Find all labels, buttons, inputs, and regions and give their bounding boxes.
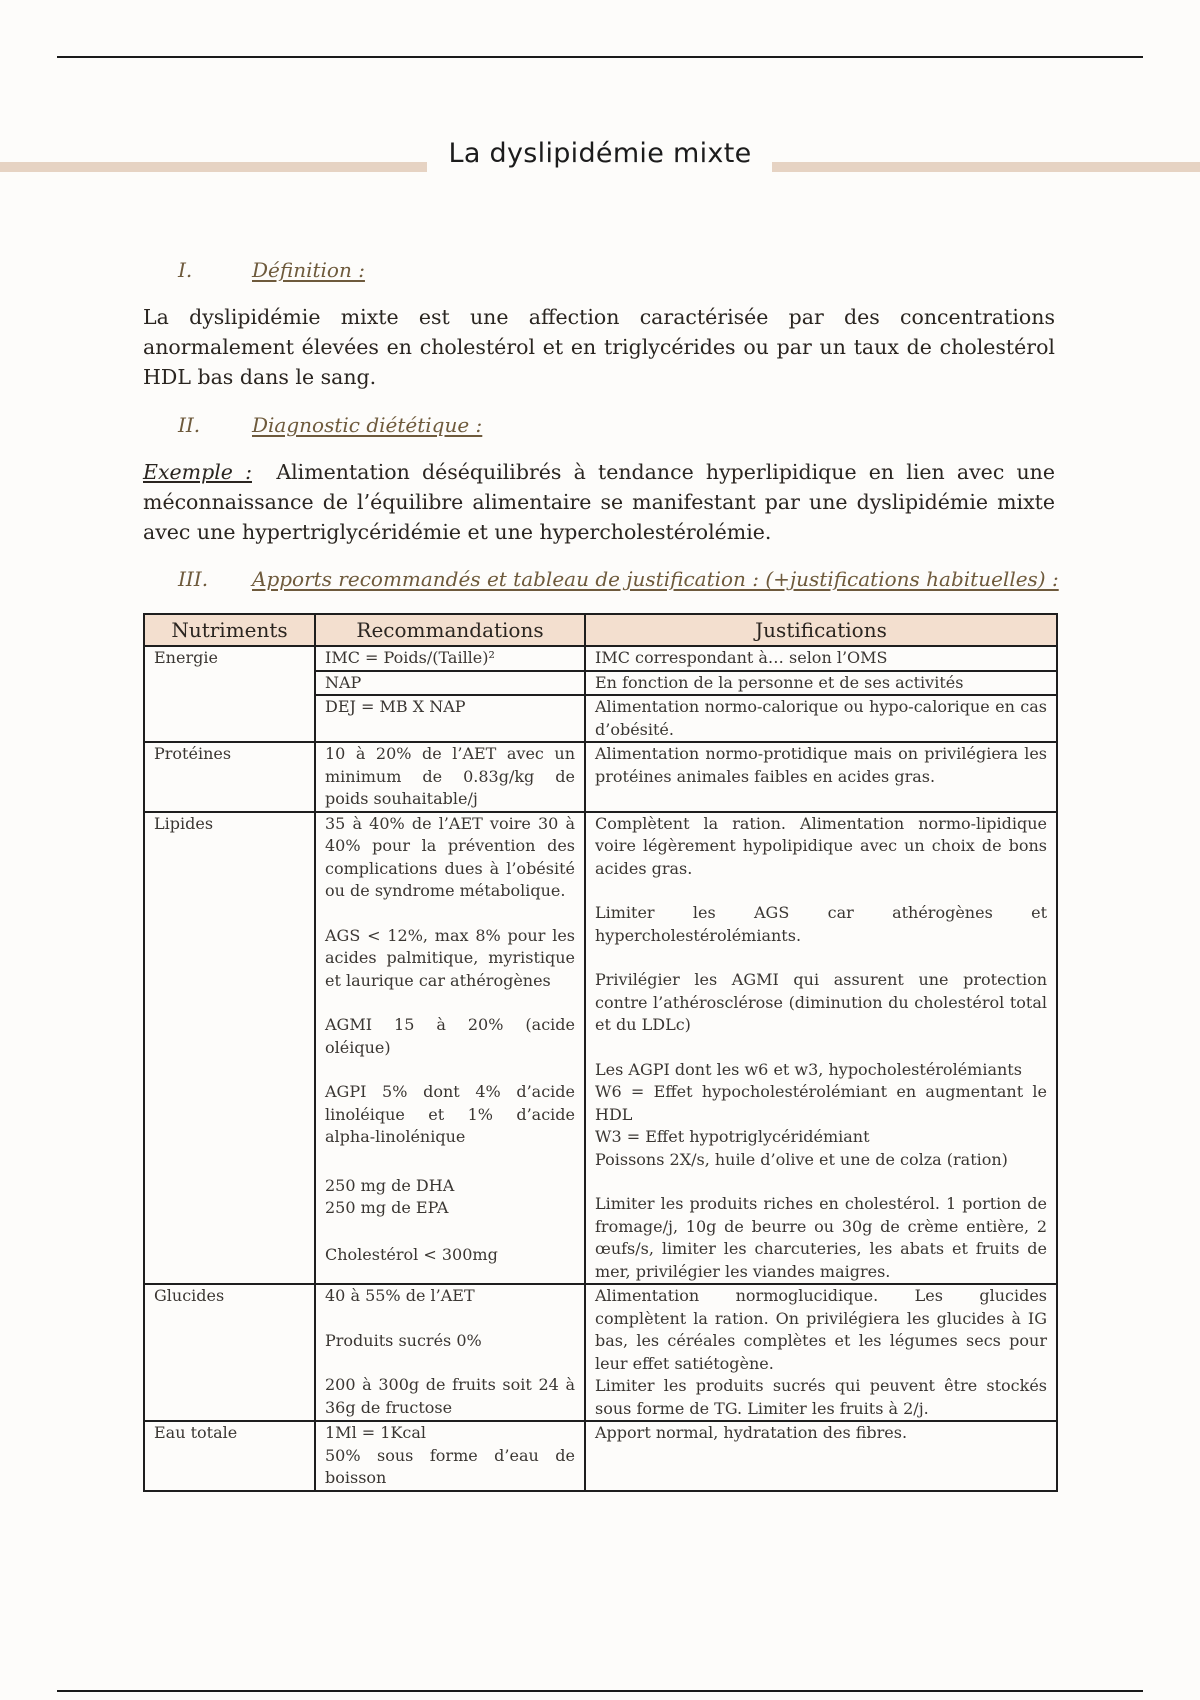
table-row [144, 646, 1057, 671]
header-nutriments: Nutriments [144, 614, 315, 646]
header-justifications: Justifications [585, 614, 1057, 646]
section-number: III. [178, 567, 209, 591]
title-decoration-right [772, 162, 1200, 172]
just-line: Alimentation normoglucidique. Les glucides complètent la ration. On privilégiera les glucides à IG bas, les céréales complètes et les légumes secs pour leur effet satiétogène. [595, 1286, 1047, 1373]
table-row [144, 742, 1057, 812]
just-line: Les AGPI dont les w6 et w3, hypocholestérolémiants [595, 1059, 1022, 1079]
just-line: Poissons 2X/s, huile d’olive et une de colza (ration) [595, 1149, 1008, 1169]
rec-cell: DEJ = MB X NAP [315, 695, 585, 742]
rec-line: AGPI 5% dont 4% d’acide linoléique et 1% d’acide alpha-linolénique [325, 1082, 575, 1146]
table-header-row [144, 614, 1057, 646]
just-cell: Alimentation normo-calorique ou hypo-calorique en cas d’obésité. [585, 695, 1057, 742]
rec-line: AGMI 15 à 20% (acide oléique) [325, 1015, 575, 1057]
rec-line: 1Ml = 1Kcal [325, 1423, 427, 1442]
rec-line: 200 à 300g de fruits soit 24 à 36g de fructose [325, 1375, 575, 1417]
page-title: La dyslipidémie mixte [448, 138, 752, 169]
just-cell: Alimentation normo-protidique mais on privilégiera les protéines animales faibles en acides gras. [585, 742, 1057, 812]
table-row [144, 1284, 1057, 1421]
section-title: Diagnostic diététique : [252, 413, 483, 437]
section-title: Définition : [252, 258, 365, 282]
just-line: W6 = Effet hypocholestérolémiant en augmentant le HDL [595, 1082, 1047, 1124]
bottom-rule [57, 1690, 1143, 1692]
table-row [144, 1421, 1057, 1491]
rec-cell [315, 1284, 585, 1421]
rec-line: Produits sucrés 0% [325, 1330, 482, 1350]
just-cell: IMC correspondant à… selon l’OMS [585, 646, 1057, 671]
rec-cell [315, 812, 585, 1285]
nutrient-energie: Energie [144, 646, 315, 742]
nutrient-eau: Eau totale [144, 1421, 315, 1491]
section-heading-definition [178, 258, 1078, 282]
section-title: Apports recommandés et tableau de justification : (+justifications habituelles) : [252, 567, 1059, 591]
just-line: Complètent la ration. Alimentation normo-lipidique voire légèrement hypolipidique avec un choix de bons acides gras. [595, 813, 1047, 878]
just-cell: Apport normal, hydratation des fibres. [585, 1421, 1057, 1491]
section-heading-apports [178, 567, 1078, 591]
rec-line: 40 à 55% de l’AET [325, 1286, 475, 1305]
rec-line: Cholestérol < 300mg [325, 1244, 498, 1264]
rec-line: 250 mg de DHA [325, 1175, 455, 1195]
rec-line: 50% sous forme d’eau de boisson [325, 1445, 575, 1487]
nutrient-proteines: Protéines [144, 742, 315, 812]
example-text: Alimentation déséquilibrés à tendance hyperlipidique en lien avec une méconnaissance de l’équilibre alimentaire se manifestant par une dyslipidémie mixte avec une hypertriglycéridémie et une hypercholestérolémie. [143, 460, 1055, 544]
just-line: Limiter les produits sucrés qui peuvent être stockés sous forme de TG. Limiter les fruits à 2/j. [595, 1376, 1047, 1418]
just-line: Limiter les AGS car athérogènes et hypercholestérolémiants. [595, 903, 1047, 945]
example-label: Exemple : [143, 460, 252, 484]
section-number: I. [178, 258, 193, 282]
nutrition-table [143, 613, 1058, 1492]
just-line: Limiter les produits riches en cholestérol. 1 portion de fromage/j, 10g de beurre ou 30g de crème entière, 2 œufs/s, limiter les charcuteries, les abats et fruits de mer, privilégier les viandes maigres. [595, 1194, 1047, 1281]
nutrient-glucides: Glucides [144, 1284, 315, 1421]
example-paragraph [143, 457, 1055, 547]
just-line: Privilégier les AGMI qui assurent une protection contre l’athérosclérose (diminution du cholestérol total et du LDLc) [595, 970, 1047, 1034]
table-row [144, 812, 1057, 1285]
section-number: II. [178, 413, 201, 437]
just-cell [585, 812, 1057, 1285]
rec-line: 35 à 40% de l’AET voire 30 à 40% pour la prévention des complications dues à l’obésité ou de syndrome métabolique. [325, 813, 575, 900]
rec-cell: NAP [315, 671, 585, 696]
just-line: W3 = Effet hypotriglycéridémiant [595, 1127, 870, 1146]
section-heading-diagnostic [178, 413, 1078, 437]
rec-line: 250 mg de EPA [325, 1198, 449, 1217]
rec-line: AGS < 12%, max 8% pour les acides palmitique, myristique et laurique car athérogènes [325, 925, 575, 990]
just-cell: En fonction de la personne et de ses activités [585, 671, 1057, 696]
header-recommandations: Recommandations [315, 614, 585, 646]
top-rule [57, 56, 1143, 58]
rec-cell: 10 à 20% de l’AET avec un minimum de 0.83g/kg de poids souhaitable/j [315, 742, 585, 812]
definition-paragraph: La dyslipidémie mixte est une affection caractérisée par des concentrations anormalement élevées en cholestérol et en triglycérides ou par un taux de cholestérol HDL bas dans le sang. [143, 305, 1055, 389]
rec-cell [315, 1421, 585, 1491]
nutrient-lipides: Lipides [144, 812, 315, 1285]
just-cell [585, 1284, 1057, 1421]
rec-cell: IMC = Poids/(Taille)² [315, 646, 585, 671]
title-decoration-left [0, 162, 427, 172]
